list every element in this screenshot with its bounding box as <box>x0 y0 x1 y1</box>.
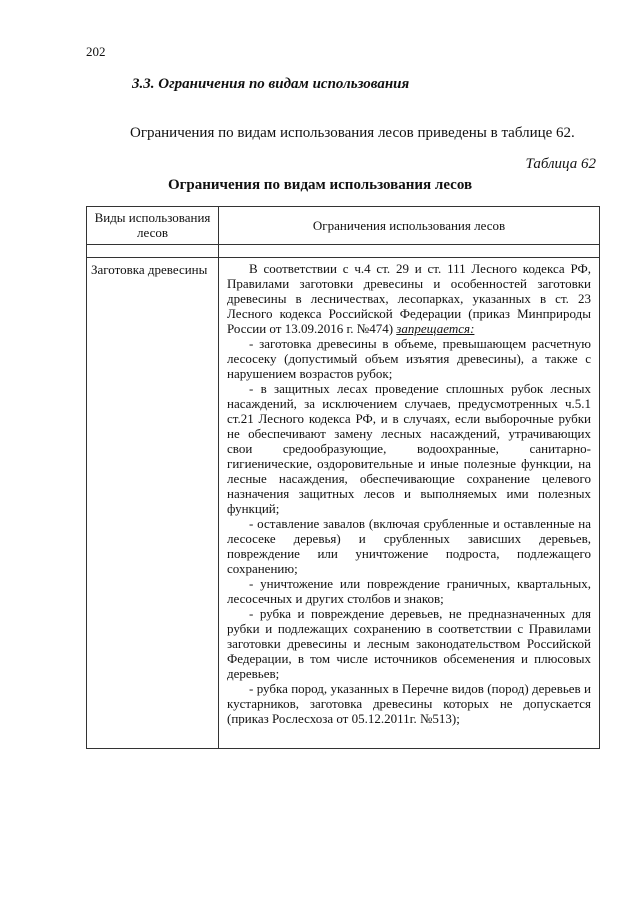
restriction-item: - заготовка древесины в объеме, превышающем расчетную лесосеку (допустимый объем изъятия древесины), а также с нарушением возрастов рубок; <box>227 336 591 381</box>
table-caption: Таблица 62 <box>525 156 596 172</box>
intro-paragraph: Ограничения по видам использования лесов приведены в таблице 62. <box>130 125 575 141</box>
restrictions-cell <box>219 258 600 749</box>
restriction-item: - рубка пород, указанных в Перечне видов (пород) деревьев и кустарников, заготовка древесины которых не допускается (приказ Рослесхоза от 05.12.2011г. №513); <box>227 681 591 726</box>
header-cell-kind: Виды использования лесов <box>87 207 219 245</box>
header-cell-restrictions: Ограничения использования лесов <box>219 207 600 245</box>
section-heading: 3.3. Ограничения по видам использования <box>132 76 410 92</box>
restriction-item: - в защитных лесах проведение сплошных рубок лесных насаждений, за исключением случаев, предусмотренных ч.5.1 ст.21 Лесного кодекса РФ, и в случаях, если выборочные рубки не обеспечивают замену лесных насаждений, утрачивающих свои средообразующие, водоохранные, санитарно-гигиенические, оздоровительные и иные полезные функции, на лесные насаждения, обеспечивающие сохранение целевого назначения защитных лесов и выполняемых ими полезных функций; <box>227 381 591 516</box>
usage-kind-cell: Заготовка древесины <box>87 258 219 749</box>
restriction-item: - рубка и повреждение деревьев, не предназначенных для рубки и подлежащих сохранению в соответствии с Правилами заготовки древесины и лесным законодательством Российской Федерации, в том числе источников обсеменения и плюсовых деревьев; <box>227 606 591 681</box>
page-number: 202 <box>86 44 106 59</box>
table-header-row <box>87 207 600 245</box>
table-separator-row <box>87 245 600 258</box>
prohibited-label: запрещается: <box>396 321 475 336</box>
separator-cell <box>219 245 600 258</box>
restriction-item: - оставление завалов (включая срубленные и оставленные на лесосеке деревья) и срубленных зависших деревьев, повреждение или уничтожение подроста, подлежащего сохранению; <box>227 516 591 576</box>
separator-cell <box>87 245 219 258</box>
restriction-item: - уничтожение или повреждение граничных, квартальных, лесосечных и других столбов и знаков; <box>227 576 591 606</box>
restriction-intro <box>227 261 591 336</box>
restrictions-table <box>86 206 600 749</box>
table-title: Ограничения по видам использования лесов <box>167 177 473 193</box>
table-row <box>87 258 600 749</box>
restriction-intro-text: В соответствии с ч.4 ст. 29 и ст. 111 Лесного кодекса РФ, Правилами заготовки древесины и особенностей заготовки древесины в лесничествах, лесопарках, указанных в ст. 23 Лесного кодекса Российской Федерации (приказ Минприроды России от 13.09.2016 г. №474) <box>227 261 591 336</box>
